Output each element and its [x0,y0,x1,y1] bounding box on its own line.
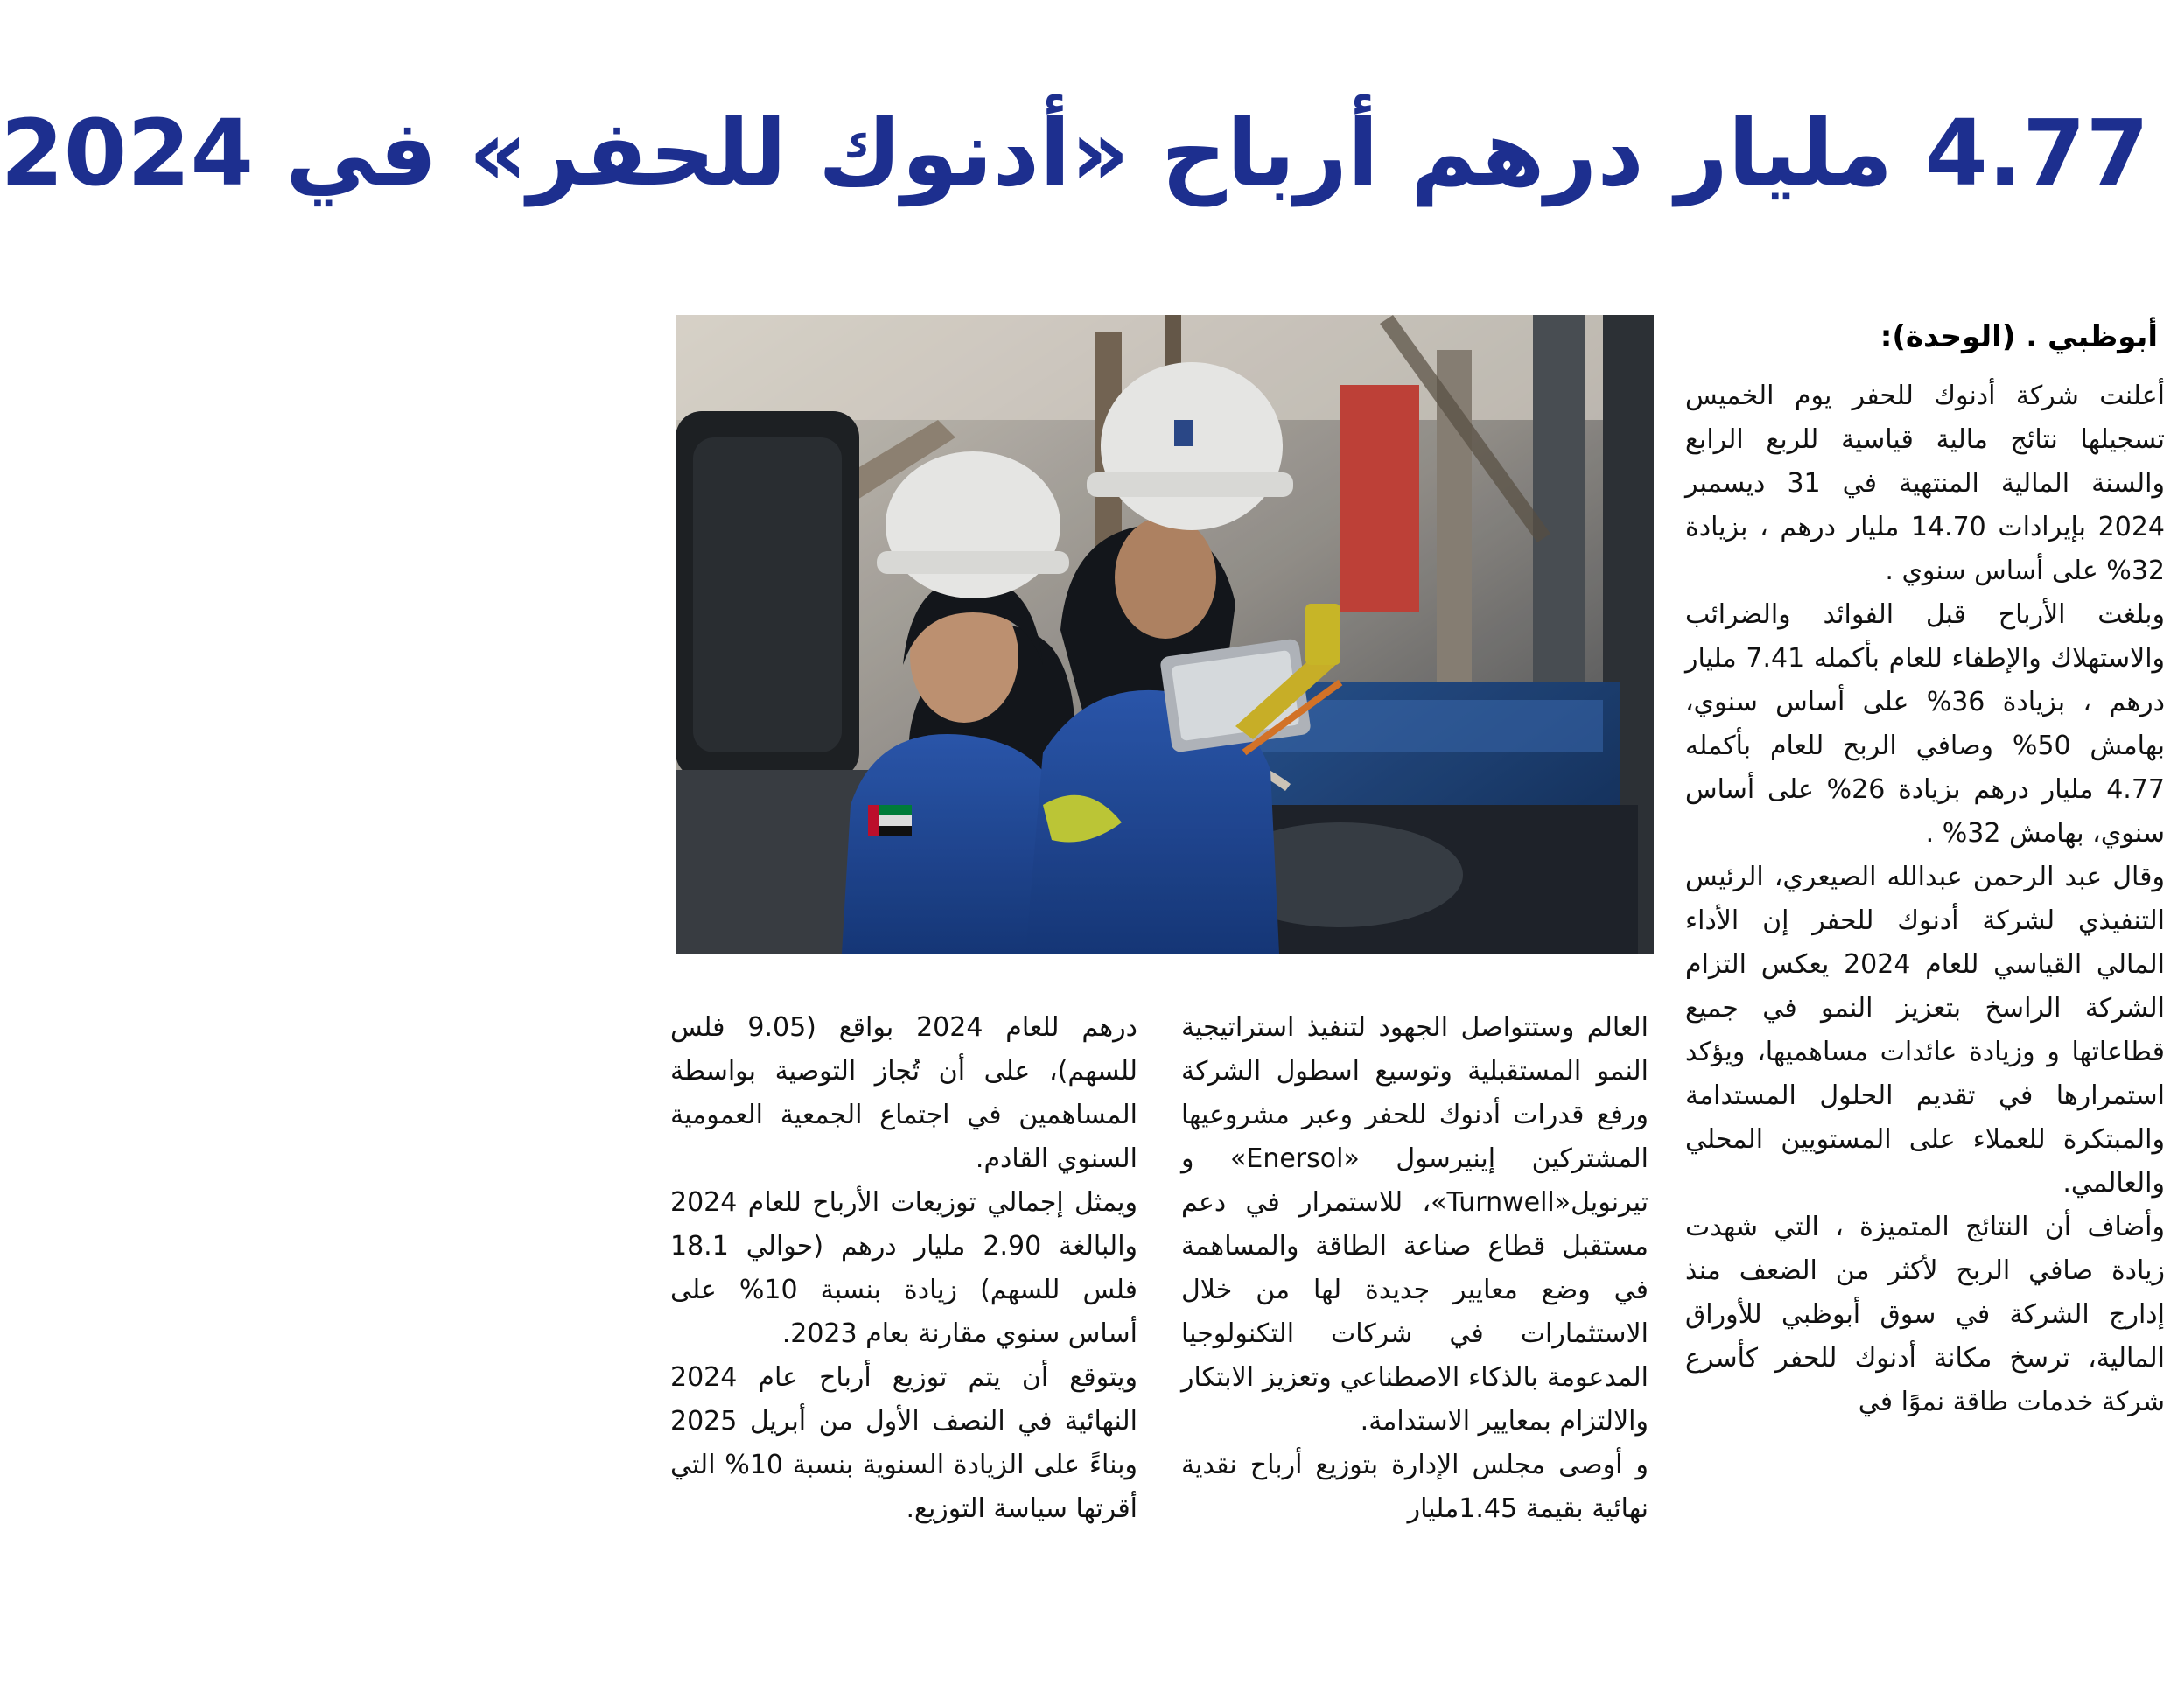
paragraph: أعلنت شركة أدنوك للحفر يوم الخميس تسجيلها نتائج مالية قياسية للربع الرابع والسنة المالية المنتهية في 31 ديسمبر 2024 بإيرادات 14.70 مليار درهم ، بزيادة 32% على أساس سنوي . [1685,381,2165,586]
paragraph: و أوصى مجلس الإدارة بتوزيع أرباح نقدية نهائية بقيمة 1.45مليار [1181,1450,1648,1524]
headline: 4.77 مليار درهم أرباح «أدنوك للحفر» في 2024 [0,99,2149,206]
paragraph: وبلغت الأرباح قبل الفوائد والضرائب والاستهلاك والإطفاء للعام بأكمله 7.41 مليار درهم ، بزيادة 36% على أساس سنوي، بهامش 50% وصافي الربح للعام بأكمله 4.77 مليار درهم بزيادة 26% على أساس سنوي، بهامش 32% . [1685,599,2166,849]
paragraph: وقال عبد الرحمن عبدالله الصيعري، الرئيس التنفيذي لشركة أدنوك للحفر إن الأداء المالي القياسي للعام 2024 يعكس التزام الشركة الراسخ بتعزيز النمو في جميع قطاعاتها و وزيادة عائدات مساهميها، ويؤكد استمرارها في تقديم الحلول المستدامة والمبتكرة للعملاء على المستويين المحلي والعالمي. [1685,862,2165,1199]
paragraph: ويتوقع أن يتم توزيع أرباح عام 2024 النهائية في النصف الأول من أبريل 2025 وبناءً على الزيادة السنوية بنسبة 10% التي أقرتها سياسة التوزيع. [670,1362,1138,1524]
article-column-left [670,1006,1138,1531]
paragraph: العالم وستتواصل الجهود لتنفيذ استراتيجية النمو المستقبلية وتوسيع اسطول الشركة ورفع قدرات أدنوك للحفر وعبر مشروعيها المشتركين إينيرسول «Enersol» و تيرنويل«Turnwell»، للاستمرار في دعم مستقبل قطاع صناعة الطاقة والمساهمة في وضع معايير جديدة لها من خلال الاستثمارات في شركات التكنولوجيا المدعومة بالذكاء الاصطناعي وتعزيز الابتكار والالتزام بمعايير الاستدامة. [1181,1012,1648,1437]
dateline: أبوظبي . (الوحدة): [1880,319,2158,354]
photo-workers-illustration [676,315,1654,954]
paragraph: وأضاف أن النتائج المتميزة ، التي شهدت زيادة صافي الربح لأكثر من الضعف منذ إدارج الشركة في سوق أبوظبي للأوراق المالية، ترسخ مكانة أدنوك للحفر كأسرع شركة خدمات طاقة نموًا في [1685,1212,2165,1417]
article-photo [676,315,1654,954]
paragraph: درهم للعام 2024 بواقع (9.05 فلس للسهم)، على أن تُجاز التوصية بواسطة المساهمين في اجتماع الجمعية العمومية السنوي القادم. [670,1012,1138,1174]
paragraph: ويمثل إجمالي توزيعات الأرباح للعام 2024 والبالغة 2.90 مليار درهم (حوالي 18.1 فلس للسهم) زيادة بنسبة 10% على أساس سنوي مقارنة بعام 2023. [670,1187,1138,1349]
article-column-middle [1181,1006,1648,1531]
article-column-right [1685,306,2165,1424]
